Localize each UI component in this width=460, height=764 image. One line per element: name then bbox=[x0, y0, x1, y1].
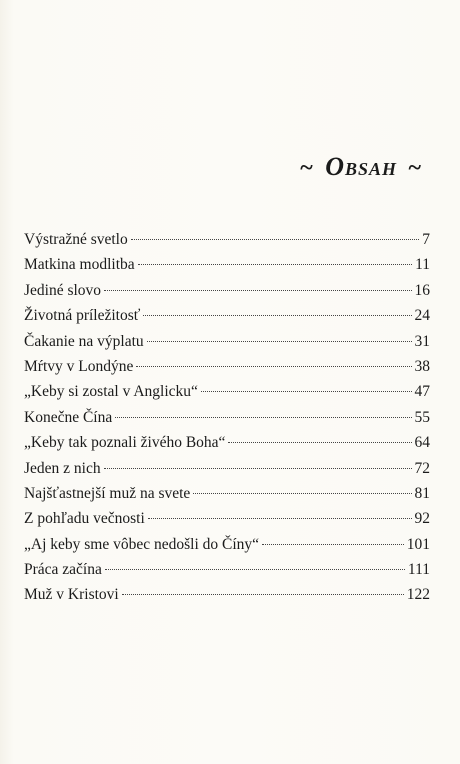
toc-entry-title: „Aj keby sme vôbec nedošli do Číny“ bbox=[24, 535, 260, 553]
toc-entry bbox=[24, 383, 430, 408]
toc-entry bbox=[24, 485, 430, 510]
dot-leader bbox=[262, 544, 404, 545]
toc-entry-page: 64 bbox=[414, 434, 430, 452]
table-of-contents bbox=[24, 231, 430, 612]
toc-entry-page: 101 bbox=[406, 535, 430, 553]
toc-entry bbox=[24, 282, 430, 307]
dot-leader bbox=[201, 391, 412, 392]
toc-entry-title: Najšťastnejší muž na svete bbox=[24, 484, 191, 502]
toc-entry bbox=[24, 231, 430, 256]
toc-entry-page: 11 bbox=[415, 256, 430, 274]
toc-entry bbox=[24, 536, 430, 561]
toc-entry bbox=[24, 256, 430, 281]
dot-leader bbox=[104, 468, 412, 469]
toc-entry-title: Čakanie na výplatu bbox=[24, 332, 144, 350]
dot-leader bbox=[136, 366, 411, 367]
heading-left-ornament: ~ bbox=[300, 155, 314, 181]
toc-entry bbox=[24, 358, 430, 383]
toc-entry bbox=[24, 510, 430, 535]
dot-leader bbox=[131, 239, 420, 240]
toc-entry bbox=[24, 409, 430, 434]
toc-entry bbox=[24, 333, 430, 358]
dot-leader bbox=[115, 417, 411, 418]
heading-right-ornament: ~ bbox=[408, 155, 422, 181]
toc-entry-title: „Keby tak poznali živého Boha“ bbox=[24, 434, 226, 452]
toc-entry-page: 72 bbox=[414, 459, 430, 477]
dot-leader bbox=[105, 569, 405, 570]
heading-title: Obsah bbox=[325, 152, 398, 181]
dot-leader bbox=[104, 290, 411, 291]
dot-leader bbox=[228, 442, 411, 443]
toc-entry-title: Z pohľadu večnosti bbox=[24, 510, 145, 528]
dot-leader bbox=[143, 315, 411, 316]
dot-leader bbox=[138, 264, 412, 265]
contents-heading bbox=[296, 152, 426, 182]
toc-entry-title: Muž v Kristovi bbox=[24, 586, 119, 604]
dot-leader bbox=[193, 493, 411, 494]
toc-entry-title: Jeden z nich bbox=[24, 459, 101, 477]
dot-leader bbox=[147, 341, 412, 342]
toc-entry-page: 47 bbox=[414, 383, 430, 401]
toc-entry-page: 92 bbox=[414, 510, 430, 528]
toc-entry bbox=[24, 561, 430, 586]
toc-entry-page: 24 bbox=[414, 307, 430, 325]
toc-entry-page: 81 bbox=[414, 484, 430, 502]
toc-entry-page: 16 bbox=[414, 281, 430, 299]
toc-entry-page: 55 bbox=[414, 408, 430, 426]
toc-entry-title: Jediné slovo bbox=[24, 281, 102, 299]
toc-entry-page: 111 bbox=[407, 561, 430, 579]
toc-entry-title: Matkina modlitba bbox=[24, 256, 135, 274]
toc-entry bbox=[24, 307, 430, 332]
toc-entry bbox=[24, 434, 430, 459]
toc-entry-title: Práca začína bbox=[24, 561, 102, 579]
toc-entry-title: „Keby si zostal v Anglicku“ bbox=[24, 383, 198, 401]
toc-entry-title: Konečne Čína bbox=[24, 408, 113, 426]
toc-entry-title: Životná príležitosť bbox=[24, 307, 141, 325]
dot-leader bbox=[148, 518, 412, 519]
toc-entry-page: 38 bbox=[414, 357, 430, 375]
toc-entry bbox=[24, 586, 430, 611]
toc-entry bbox=[24, 460, 430, 485]
toc-entry-title: Mŕtvy v Londýne bbox=[24, 357, 134, 375]
dot-leader bbox=[122, 594, 404, 595]
toc-entry-page: 7 bbox=[422, 231, 430, 248]
toc-entry-title: Výstražné svetlo bbox=[24, 231, 128, 248]
toc-entry-page: 122 bbox=[406, 586, 430, 604]
toc-entry-page: 31 bbox=[414, 332, 430, 350]
